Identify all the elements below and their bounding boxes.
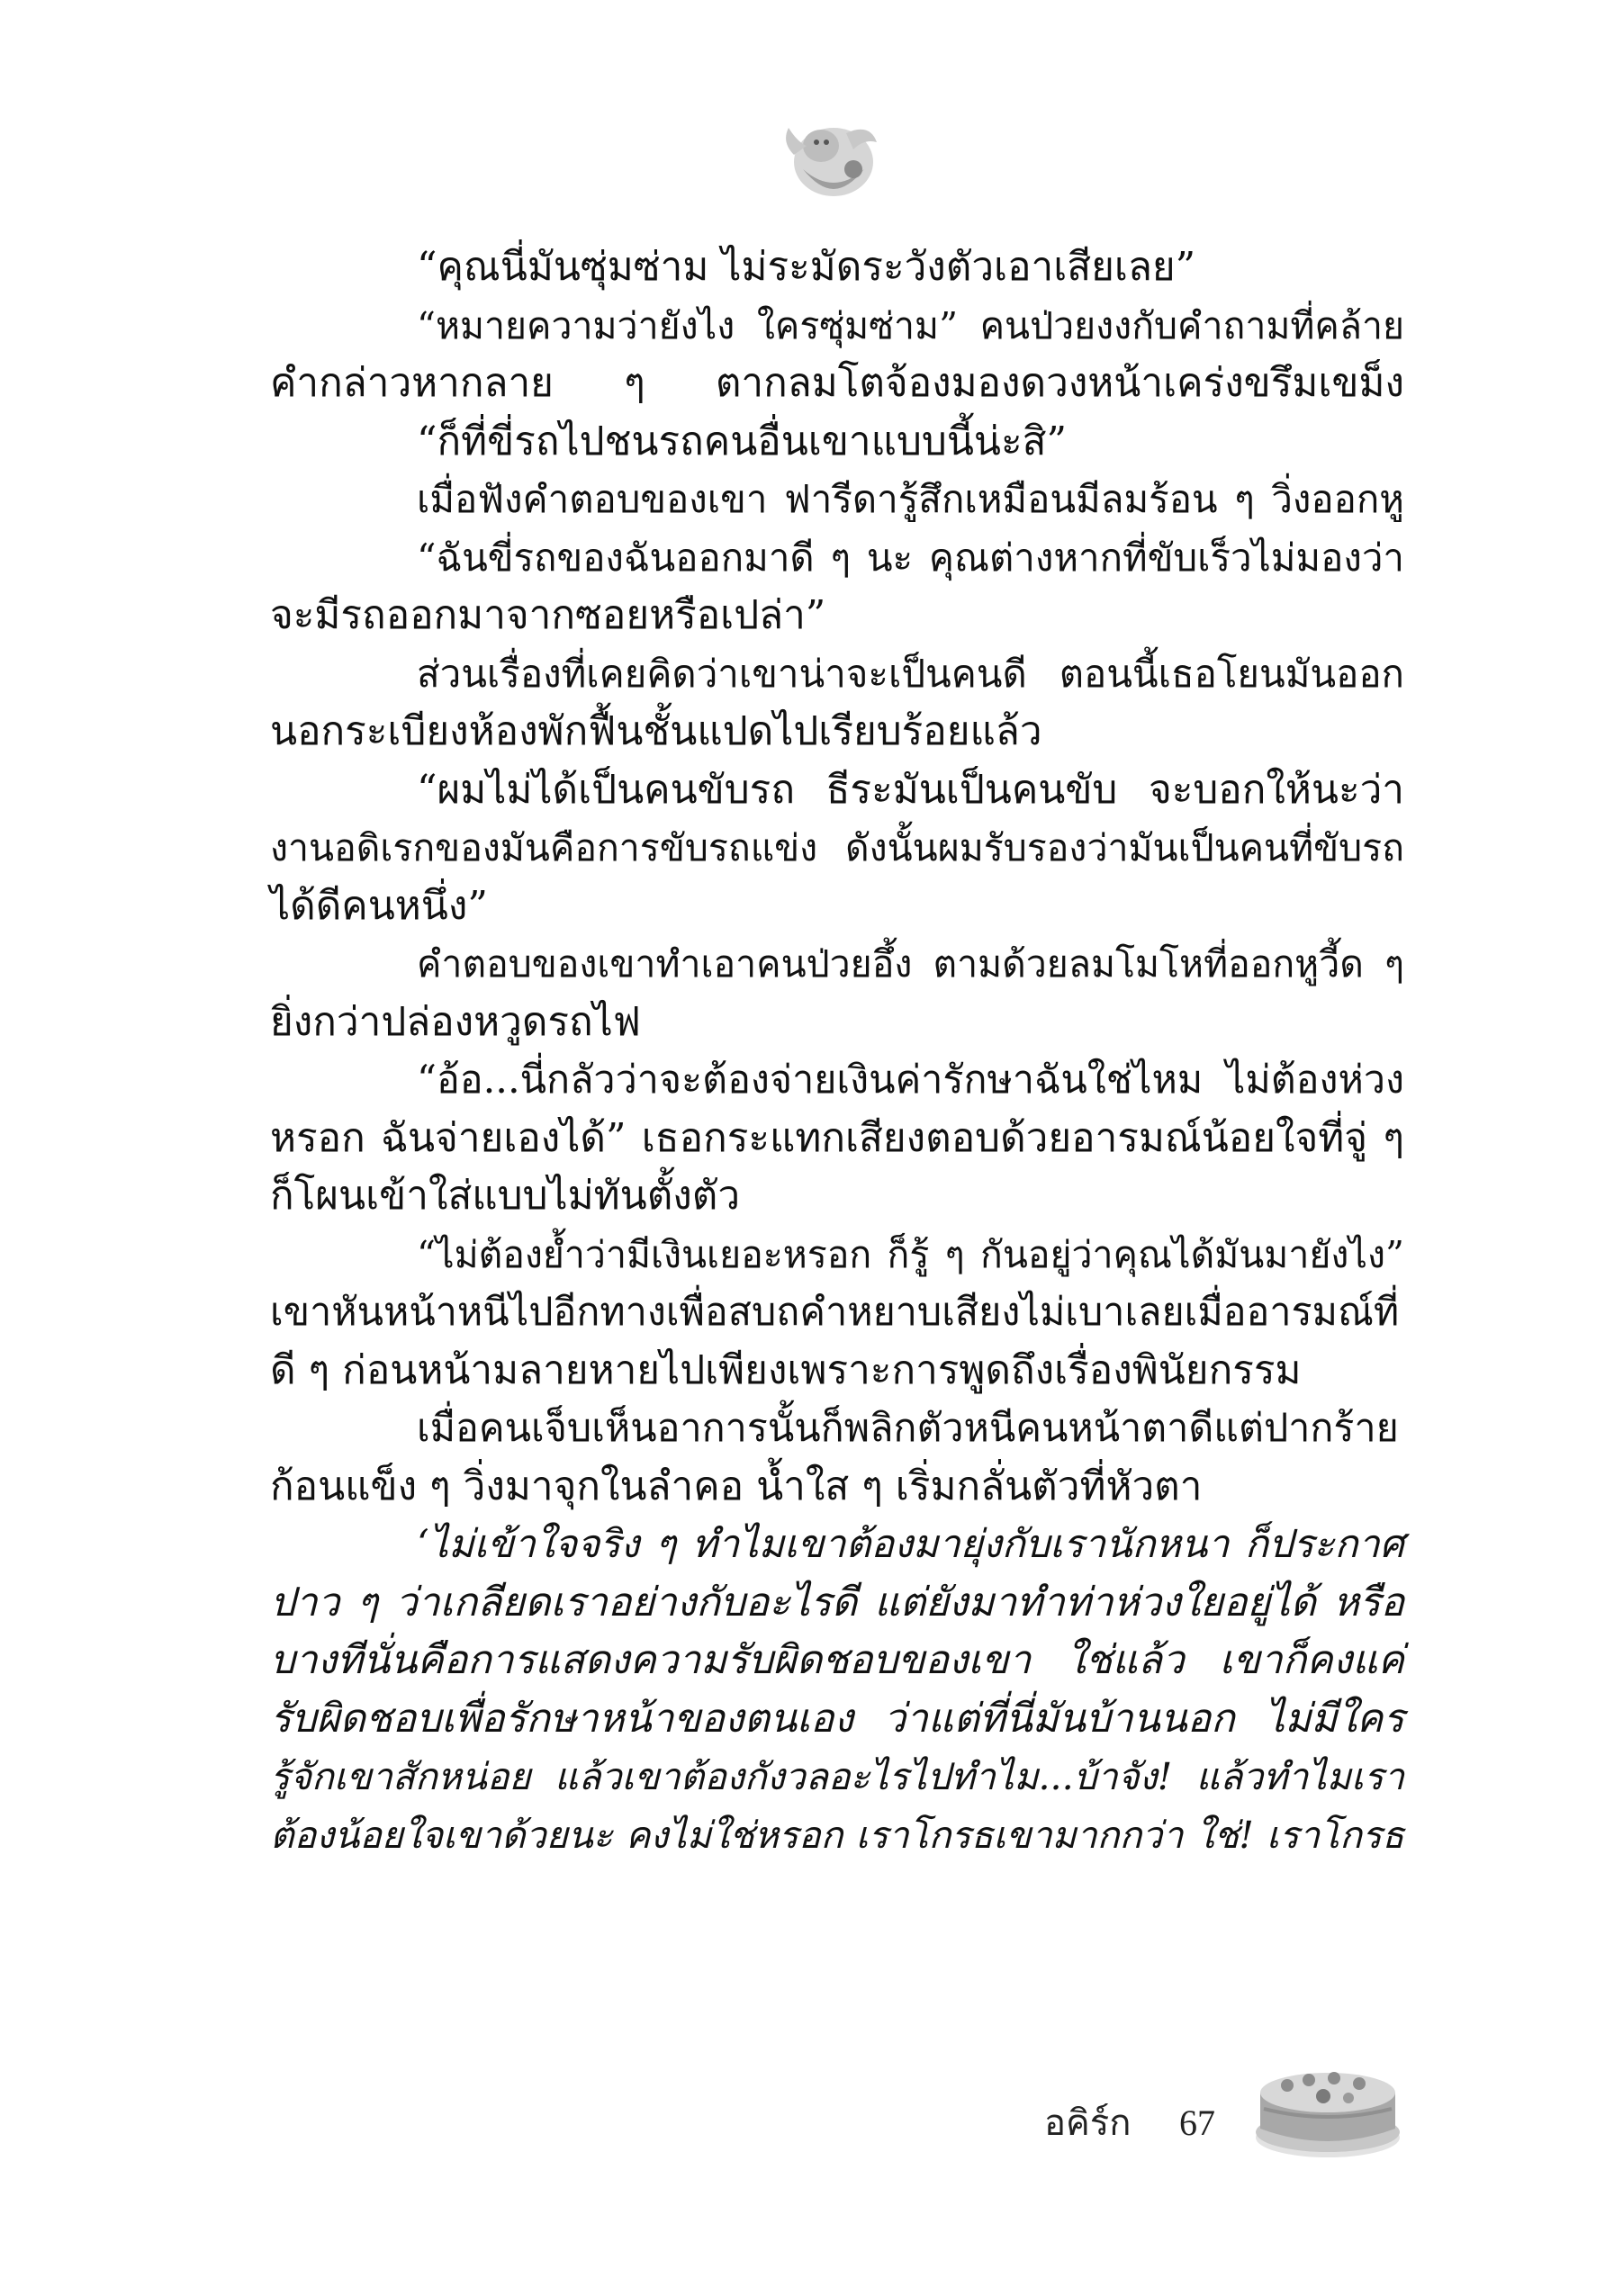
text-line: งานอดิเรกของมันคือการขับรถแข่ง ดังนั้นผมรับรองว่ามันเป็นคนที่ขับรถ xyxy=(270,826,1404,869)
text-line: “คุณนี่มันซุ่มซ่าม ไม่ระมัดระวังตัวเอาเสียเลย” xyxy=(417,244,1196,290)
text-line: คำตอบของเขาทำเอาคนป่วยอึ้ง ตามด้วยลมโมโหที่ออกหูวี้ด ๆ xyxy=(417,942,1404,986)
text-line: ‘ไม่เข้าใจจริง ๆ ทำไมเขาต้องมายุ่งกับเรานักหนา ก็ประกาศ xyxy=(417,1522,1404,1567)
running-title: อคิร์ก xyxy=(1044,2102,1132,2144)
text-line: ก้อนแข็ง ๆ วิ่งมาจุกในลำคอ น้ำใส ๆ เริ่มกลั่นตัวที่หัวตา xyxy=(270,1463,1203,1509)
text-line: “หมายความว่ายังไง ใครซุ่มซ่าม” คนป่วยงงกับคำถามที่คล้าย xyxy=(417,303,1404,347)
text-line: บางทีนั่นคือการแสดงความรับผิดชอบของเขา ใช่แล้ว เขาก็คงแค่ xyxy=(270,1637,1404,1683)
body-text xyxy=(270,239,1404,1864)
text-line: “ฉันขี่รถของฉันออกมาดี ๆ นะ คุณต่างหากที่ขับเร็วไม่มองว่า xyxy=(417,535,1404,580)
text-line: ต้องน้อยใจเขาด้วยนะ คงไม่ใช่หรอก เราโกรธเขามากกว่า ใช่! เราโกรธ xyxy=(270,1813,1404,1857)
text-line: ได้ดีคนหนึ่ง” xyxy=(270,882,488,929)
text-line: เขาหันหน้าหนีไปอีกทางเพื่อสบถคำหยาบเสียงไม่เบาเลยเมื่ออารมณ์ที่ xyxy=(270,1290,1400,1335)
text-line: คำกล่าวหากลาย ๆ ตากลมโตจ้องมองดวงหน้าเคร่งขรึมเขม็ง xyxy=(270,360,1404,406)
text-line: “ผมไม่ได้เป็นคนขับรถ ธีระมันเป็นคนขับ จะบอกให้นะว่า xyxy=(417,766,1404,813)
text-line: เมื่อคนเจ็บเห็นอาการนั้นก็พลิกตัวหนีคนหน้าตาดีแต่ปากร้าย xyxy=(417,1406,1399,1451)
text-line: ก็โผนเข้าใส่แบบไม่ทันตั้งตัว xyxy=(270,1173,741,1219)
text-line: นอกระเบียงห้องพักฟื้นชั้นแปดไปเรียบร้อยแล้ว xyxy=(270,708,1042,754)
text-line: “ไม่ต้องย้ำว่ามีเงินเยอะหรอก ก็รู้ ๆ กันอยู่ว่าคุณได้มันมายังไง” xyxy=(417,1232,1404,1276)
text-line: “อ้อ...นี่กลัวว่าจะต้องจ่ายเงินค่ารักษาฉันใช่ไหม ไม่ต้องห่วง xyxy=(417,1058,1404,1103)
cherub-ornament-icon xyxy=(776,106,891,207)
text-line: ปาว ๆ ว่าเกลียดเราอย่างกับอะไรดี แต่ยังมาทำท่าห่วงใยอยู่ได้ หรือ xyxy=(270,1579,1404,1625)
text-line: “ก็ที่ขี่รถไปชนรถคนอื่นเขาแบบนี้น่ะสิ” xyxy=(417,418,1067,464)
cake-ornament-icon xyxy=(1251,2039,1404,2165)
text-line: ดี ๆ ก่อนหน้ามลายหายไปเพียงเพราะการพูดถึงเรื่องพินัยกรรม xyxy=(270,1346,1302,1393)
text-line: รู้จักเขาสักหน่อย แล้วเขาต้องกังวลอะไรไปทำไม...บ้าจัง! แล้วทำไมเรา xyxy=(270,1755,1404,1798)
text-line: เมื่อฟังคำตอบของเขา ฟารีดารู้สึกเหมือนมีลมร้อน ๆ วิ่งออกหู xyxy=(417,477,1404,521)
text-line: ส่วนเรื่องที่เคยคิดว่าเขาน่าจะเป็นคนดี ตอนนี้เธอโยนมันออก xyxy=(417,651,1404,696)
page-number: 67 xyxy=(1179,2102,1215,2143)
text-line: ยิ่งกว่าปล่องหวูดรถไฟ xyxy=(270,998,641,1045)
text-line: หรอก ฉันจ่ายเองได้” เธอกระแทกเสียงตอบด้วยอารมณ์น้อยใจที่จู่ ๆ xyxy=(270,1114,1404,1161)
text-line: จะมีรถออกมาจากซอยหรือเปล่า” xyxy=(270,592,826,638)
text-line: รับผิดชอบเพื่อรักษาหน้าของตนเอง ว่าแต่ที่นี่มันบ้านนอก ไม่มีใคร xyxy=(270,1695,1404,1742)
